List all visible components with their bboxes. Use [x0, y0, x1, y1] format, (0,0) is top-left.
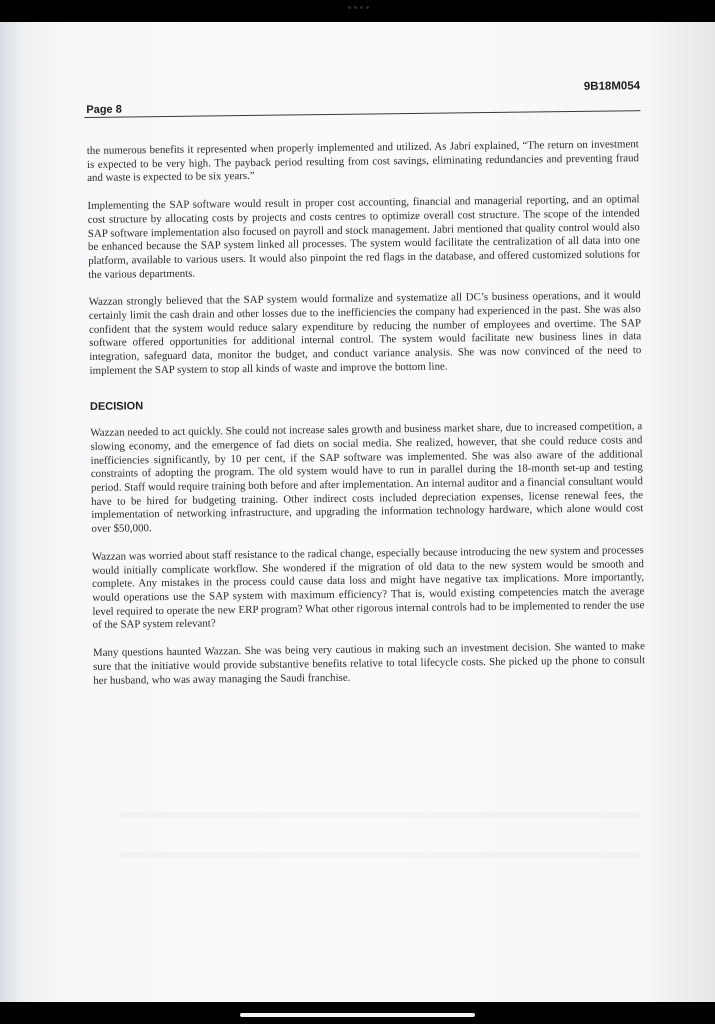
paragraph: Wazzan was worried about staff resistance to the radical change, especially because introducing the new system and processes would initially complicate workflow. She wondered if the migration of old data to the new system would be smooth and complete. Any mistakes in the process could cause data loss and might have negative tax implications. More importantly, would operations use the SAP system with maximum efficiency? That is, would existing competencies match the average level required to operate the new ERP program? What other rigorous internal controls had to be implemented to render the use of the SAP system relevant? [91, 544, 645, 632]
status-bar [0, 0, 715, 22]
show-through-shadow [120, 852, 640, 858]
header-divider [84, 110, 640, 118]
paragraph: Wazzan strongly believed that the SAP system would formalize and systematize all DC’s business operations, and it would certainly limit the cash drain and other losses due to the inefficiencies the company had experienced in the past. She was also confident that the system would reduce salary expenditure by reducing the number of employees and overtime. The SAP software offered opportunities for additional internal control. The system would facilitate new business lines in data integration, safeguard data, monitor the budget, and conduct variance analysis. She was now convinced of the need to implement the SAP system to stop all kinds of waste and improve the bottom line. [88, 289, 642, 377]
case-id: 9B18M054 [583, 80, 641, 93]
paragraph: Wazzan needed to act quickly. She could not increase sales growth and business market share, due to increased competition, a slowing economy, and the emergence of fad diets on social media. She realized, however, that she could reduce costs and inefficiencies significantly, by 10 per cent, if the SAP software was implemented. She was also aware of the additional constraints of adopting the program. The old system would have to run in parallel during the 18-month set-up and testing period. Staff would require training both before and after implementation. An internal auditor and a financial consultant would have to be hired for budgeting training. Other indirect costs included depreciation expenses, license renewal fees, the implementation of networking infrastructure, and upgrading the information technology hardware, which alone would cost over $50,000. [90, 420, 644, 536]
paragraph: the numerous benefits it represented when properly implemented and utilized. As Jabri explained, “The return on investment is expected to be very high. The payback period resulting from cost savings, eliminating redundancies and preventing fraud and waste is expected to be six years.” [86, 138, 640, 185]
show-through-shadow [120, 812, 640, 818]
document-page[interactable] [0, 22, 715, 1002]
home-bar [0, 1002, 715, 1024]
page-number: Page 8 [86, 103, 122, 116]
home-indicator[interactable] [240, 1013, 475, 1017]
section-heading: DECISION [89, 399, 144, 413]
paragraph: Implementing the SAP software would result in proper cost accounting, financial and managerial reporting, and an optimal cost structure by allocating costs by projects and costs centres to optimize overall cost structure. The scope of the intended SAP software implementation also focused on payroll and stock management. Jabri mentioned that quality control would also be enhanced because the SAP system linked all processes. The system would facilitate the centralization of all data into one platform, available to various users. It would also pinpoint the red flags in the database, and offered customized solutions for the various departments. [87, 193, 641, 281]
page-content [82, 75, 651, 802]
camera-icon [340, 6, 376, 12]
paragraph: Many questions haunted Wazzan. She was being very cautious in making such an investment decision. She wanted to make sure that the initiative would provide substantive benefits relative to total lifecycle costs. She picked up the phone to consult her husband, who was away managing the Saudi franchise. [92, 640, 646, 687]
body-text [87, 138, 646, 702]
